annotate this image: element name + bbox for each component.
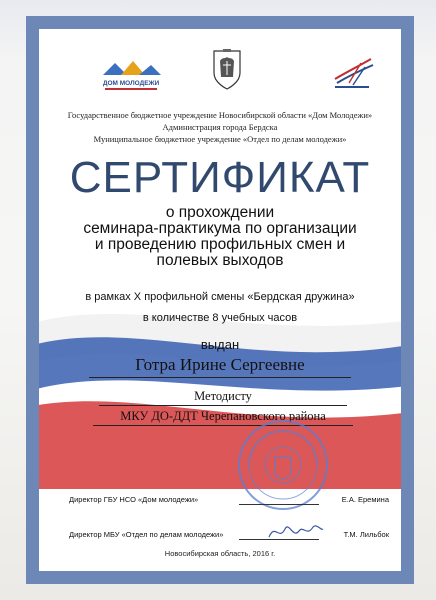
place-and-year: Новосибирская область, 2016 г. <box>164 549 276 558</box>
dom-molodezhi-logo-text: ДОМ МОЛОДЕЖИ <box>102 80 160 87</box>
certificate-frame <box>26 16 414 584</box>
hours-description: в количестве 8 учебных часов <box>142 312 298 324</box>
signatory-1-name: Е.А. Еремина <box>341 495 389 504</box>
issuer-line-3: Муниципальное бюджетное учреждение «Отдел по делам молодежи» <box>93 134 347 144</box>
recipient-organization: МКУ ДО-ДДТ Черепановского района <box>93 409 353 426</box>
dom-molodezhi-logo-icon <box>99 53 163 93</box>
handwritten-signature-icon <box>265 517 325 545</box>
coat-of-arms-icon <box>211 47 243 91</box>
signature-line-1 <box>239 504 319 505</box>
issuer-line-1: Государственное бюджетное учреждение Новосибирской области «Дом Молодежи» <box>67 110 373 120</box>
signature-line-2 <box>239 539 319 540</box>
certificate-content <box>39 29 401 571</box>
shift-description: в рамках X профильной смены «Бердская дружина» <box>85 291 355 303</box>
subtitle-line-1: о прохождении <box>165 204 275 221</box>
issuer-header <box>39 109 401 145</box>
subtitle-line-3: и проведению профильных смен и <box>94 236 346 253</box>
signatory-2-role: Директор МБУ «Отдел по делам молодежи» <box>69 530 224 539</box>
logo-row <box>39 43 401 99</box>
official-stamp-icon <box>235 417 331 513</box>
issuer-line-2: Администрация города Бердска <box>162 122 278 132</box>
certificate-title: СЕРТИФИКАТ <box>69 153 371 202</box>
subtitle-line-2: семинара-практикума по организации <box>83 220 357 237</box>
signatory-1-role: Директор ГБУ НСО «Дом молодежи» <box>69 495 199 504</box>
subtitle-line-4: полевых выходов <box>156 252 284 269</box>
certificate-subtitle <box>39 205 401 269</box>
youth-policy-logo-icon <box>329 53 377 93</box>
signatory-2-name: Т.М. Лильбок <box>343 530 389 539</box>
recipient-role: Методисту <box>99 389 347 406</box>
issued-label: выдан <box>200 337 240 352</box>
recipient-name: Готра Ирине Сергеевне <box>89 355 351 378</box>
